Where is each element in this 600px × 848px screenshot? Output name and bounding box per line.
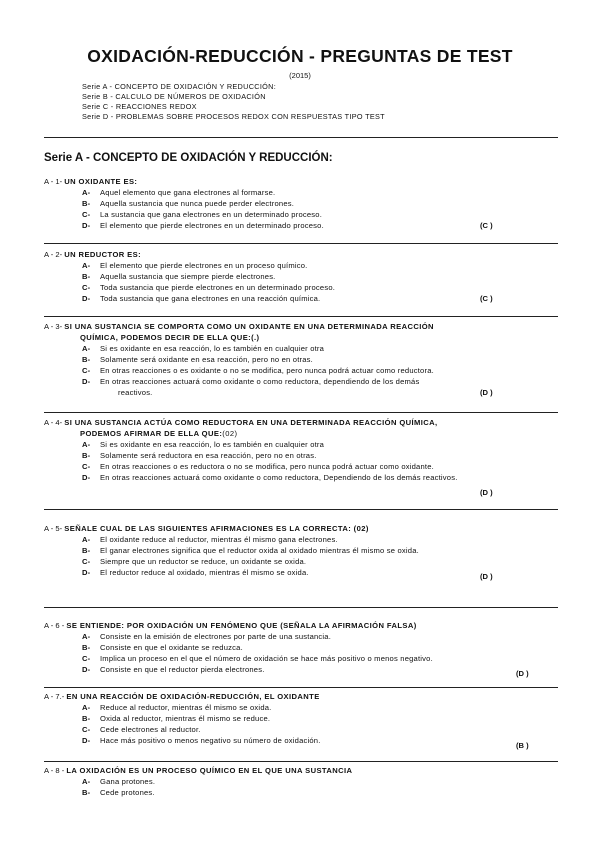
option-d: D- Hace más positivo o menos negativo su número de oxidación.	[82, 736, 321, 745]
section-title: Serie A - CONCEPTO DE OXIDACIÓN Y REDUCCIÓN:	[44, 152, 333, 164]
answer-key: (D )	[480, 388, 493, 397]
question-a3	[44, 321, 564, 398]
option-a: A- Si es oxidante en esa reacción, lo es también en cualquier otra	[82, 344, 325, 353]
question-title: A - 2- UN REDUCTOR ES:	[44, 250, 142, 259]
option-c: C- Siempre que un reductor se reduce, un oxidante se oxida.	[82, 557, 307, 566]
option-a: A- Gana protones.	[82, 777, 156, 786]
question-a4	[44, 417, 564, 497]
option-c: C- Toda sustancia que pierde electrones en un determinado proceso.	[82, 283, 336, 292]
question-title-cont: QUÍMICA, PODEMOS DECIR DE ELLA QUE:(.)	[80, 333, 260, 342]
series-index-item: Serie C - REACCIONES REDOX	[82, 102, 197, 111]
option-b: B- Aquella sustancia que nunca puede perder electrones.	[82, 199, 295, 208]
option-a: A- Reduce al reductor, mientras él mismo se oxida.	[82, 703, 272, 712]
question-title-cont: PODEMOS AFIRMAR DE ELLA QUE:(02)	[80, 429, 238, 438]
answer-key: (D )	[480, 488, 493, 497]
option-c: C- En otras reacciones o es oxidante o no se modifica, pero nunca podrá actuar como reductora.	[82, 366, 434, 375]
option-b: B- El ganar electrones significa que el reductor oxida al oxidado mientras él mismo se oxida.	[82, 546, 419, 555]
option-d: D- El elemento que pierde electrones en un determinado proceso.	[82, 221, 324, 230]
option-d: D- El reductor reduce al oxidado, mientras él mismo se oxida.	[82, 568, 309, 577]
option-d: D- Toda sustancia que gana electrones en una reacción química.	[82, 294, 321, 303]
question-title: A - 6 - SE ENTIENDE: POR OXIDACIÓN UN FENÓMENO QUE (SEÑALA LA AFIRMACIÓN FALSA)	[44, 621, 417, 630]
option-b: B- Consiste en que el oxidante se reduzca.	[82, 643, 243, 652]
divider	[44, 316, 558, 317]
option-a: A- El elemento que pierde electrones en un proceso químico.	[82, 261, 308, 270]
option-b: B- Oxida al reductor, mientras él mismo se reduce.	[82, 714, 271, 723]
answer-key: (D )	[516, 669, 529, 678]
option-c: C- La sustancia que gana electrones en un determinado proceso.	[82, 210, 323, 219]
option-b: B- Cede protones.	[82, 788, 155, 797]
option-a: A- Consiste en la emisión de electrones por parte de una sustancia.	[82, 632, 332, 641]
page-title: OXIDACIÓN-REDUCCIÓN - PREGUNTAS DE TEST	[87, 46, 513, 66]
option-b: B- Solamente será reductora en esa reacción, pero no en otras.	[82, 451, 317, 460]
divider	[44, 607, 558, 608]
question-title: A - 4- SI UNA SUSTANCIA ACTÚA COMO REDUCTORA EN UNA DETERMINADA REACCIÓN QUÍMICA,	[44, 418, 438, 427]
answer-key: (D )	[480, 572, 493, 581]
question-title: A - 5- SEÑALE CUAL DE LAS SIGUIENTES AFIRMACIONES ES LA CORRECTA: (02)	[44, 524, 369, 533]
question-a5	[44, 523, 564, 581]
answer-key: (C )	[480, 294, 493, 303]
divider	[44, 509, 558, 510]
option-c: C- Cede electrones al reductor.	[82, 725, 201, 734]
divider	[44, 687, 558, 688]
series-index	[82, 82, 385, 122]
option-a: A- Si es oxidante en esa reacción, lo es también en cualquier otra	[82, 440, 325, 449]
question-a6	[44, 620, 564, 678]
option-b: B- Solamente será oxidante en esa reacción, pero no en otras.	[82, 355, 313, 364]
divider	[44, 243, 558, 244]
divider	[44, 137, 558, 138]
question-title: A - 3- SI UNA SUSTANCIA SE COMPORTA COMO UN OXIDANTE EN UNA DETERMINADA REACCIÓN	[44, 322, 434, 331]
answer-key: (C )	[480, 221, 493, 230]
series-index-item: Serie D - PROBLEMAS SOBRE PROCESOS REDOX CON RESPUESTAS TIPO TEST	[82, 112, 385, 121]
option-d: D- En otras reacciones actuará como oxidante o como reductora, dependiendo de los demás	[82, 377, 420, 386]
divider	[44, 412, 558, 413]
option-b: B- Aquella sustancia que siempre pierde electrones.	[82, 272, 276, 281]
question-a8	[44, 765, 564, 798]
option-d-wrap: reactivos.	[118, 388, 153, 397]
option-c: C- En otras reacciones o es reductora o no se modifica, pero nunca podrá actuar como oxidante.	[82, 462, 434, 471]
question-title: A - 7.- EN UNA REACCIÓN DE OXIDACIÓN-REDUCCIÓN, EL OXIDANTE	[44, 692, 320, 701]
divider	[44, 761, 558, 762]
series-index-item: Serie B - CALCULO DE NÚMEROS DE OXIDACIÓN	[82, 92, 266, 101]
option-c: C- Implica un proceso en el que el número de oxidación se hace más positivo o menos negativo.	[82, 654, 433, 663]
option-d: D- Consiste en que el reductor pierda electrones.	[82, 665, 265, 674]
answer-key: (B )	[516, 741, 529, 750]
option-a: A- Aquel elemento que gana electrones al formarse.	[82, 188, 276, 197]
question-a1	[44, 176, 564, 231]
question-title: A - 8 - LA OXIDACIÓN ES UN PROCESO QUÍMICO EN EL QUE UNA SUSTANCIA	[44, 766, 353, 775]
option-d: D- En otras reacciones actuará como oxidante o como reductora, Dependiendo de los demás reactivos.	[82, 473, 458, 482]
option-a: A- El oxidante reduce al reductor, mientras él mismo gana electrones.	[82, 535, 338, 544]
question-a2	[44, 249, 564, 304]
year-label: (2015)	[289, 71, 311, 80]
question-title: A - 1- UN OXIDANTE ES:	[44, 177, 138, 186]
question-a7	[44, 691, 564, 750]
series-index-item: Serie A - CONCEPTO DE OXIDACIÓN Y REDUCCIÓN:	[82, 82, 277, 91]
